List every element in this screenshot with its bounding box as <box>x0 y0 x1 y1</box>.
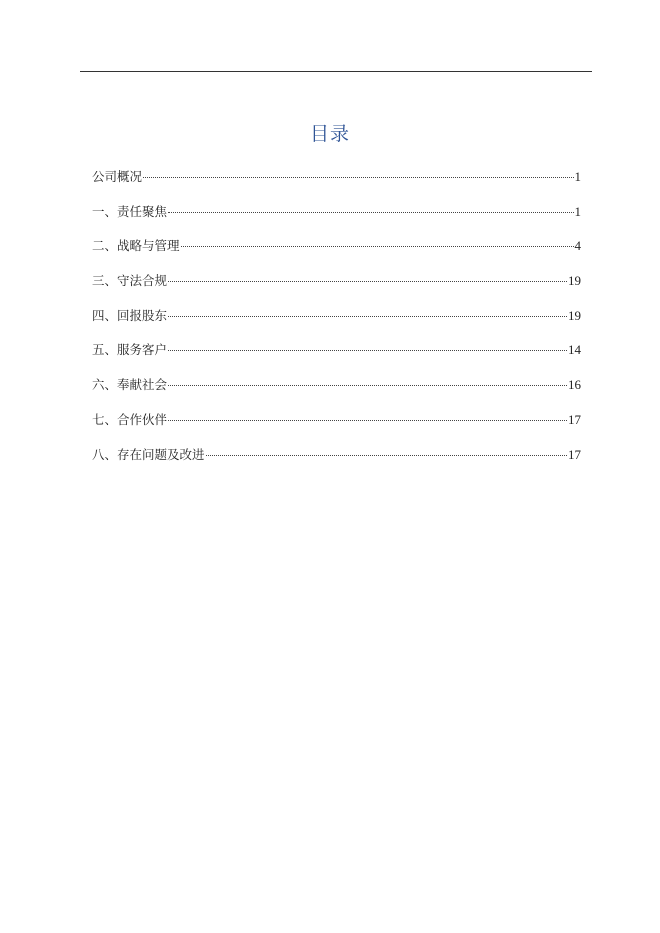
toc-page-number: 14 <box>568 342 581 358</box>
toc-page-number: 1 <box>574 169 581 184</box>
toc-entry-responsibility-focus[interactable] <box>92 199 581 234</box>
toc-dot-leader <box>168 212 573 213</box>
toc-entry-label: 公司概况 <box>92 169 143 184</box>
toc-entry-label: 三、守法合规 <box>92 273 168 289</box>
toc-title: 目录 <box>309 123 350 145</box>
toc-entry-label: 四、回报股东 <box>92 307 168 323</box>
toc-dot-leader <box>168 281 567 282</box>
toc-list <box>92 164 581 476</box>
toc-dot-leader <box>168 420 567 421</box>
toc-entry-partners[interactable] <box>92 407 581 442</box>
toc-dot-leader <box>181 246 574 247</box>
toc-entry-compliance[interactable] <box>92 268 581 303</box>
toc-entry-label: 七、合作伙伴 <box>92 411 168 427</box>
toc-entry-customers[interactable] <box>92 337 581 372</box>
toc-page-number: 16 <box>568 377 581 393</box>
toc-page-number: 17 <box>568 446 581 462</box>
toc-entry-label: 六、奉献社会 <box>92 377 168 393</box>
header-rule <box>80 71 592 72</box>
toc-page-number: 19 <box>568 273 581 289</box>
toc-entry-society[interactable] <box>92 372 581 407</box>
toc-entry-issues-improvement[interactable] <box>92 442 581 477</box>
toc-page-number: 19 <box>568 307 581 323</box>
toc-entry-label: 一、责任聚焦 <box>92 203 168 219</box>
toc-entry-label: 八、存在问题及改进 <box>92 446 205 462</box>
toc-page-number: 4 <box>574 238 581 254</box>
toc-dot-leader <box>168 385 567 386</box>
toc-entry-label: 二、战略与管理 <box>92 238 180 254</box>
toc-entry-overview[interactable] <box>92 164 581 199</box>
toc-dot-leader <box>143 177 573 178</box>
toc-entry-strategy-management[interactable] <box>92 233 581 268</box>
toc-entry-label: 五、服务客户 <box>92 342 168 358</box>
toc-dot-leader <box>206 455 567 456</box>
toc-dot-leader <box>168 316 567 317</box>
toc-page-number: 1 <box>574 203 581 219</box>
toc-page-number: 17 <box>568 411 581 427</box>
toc-dot-leader <box>168 350 567 351</box>
toc-entry-shareholders[interactable] <box>92 303 581 338</box>
